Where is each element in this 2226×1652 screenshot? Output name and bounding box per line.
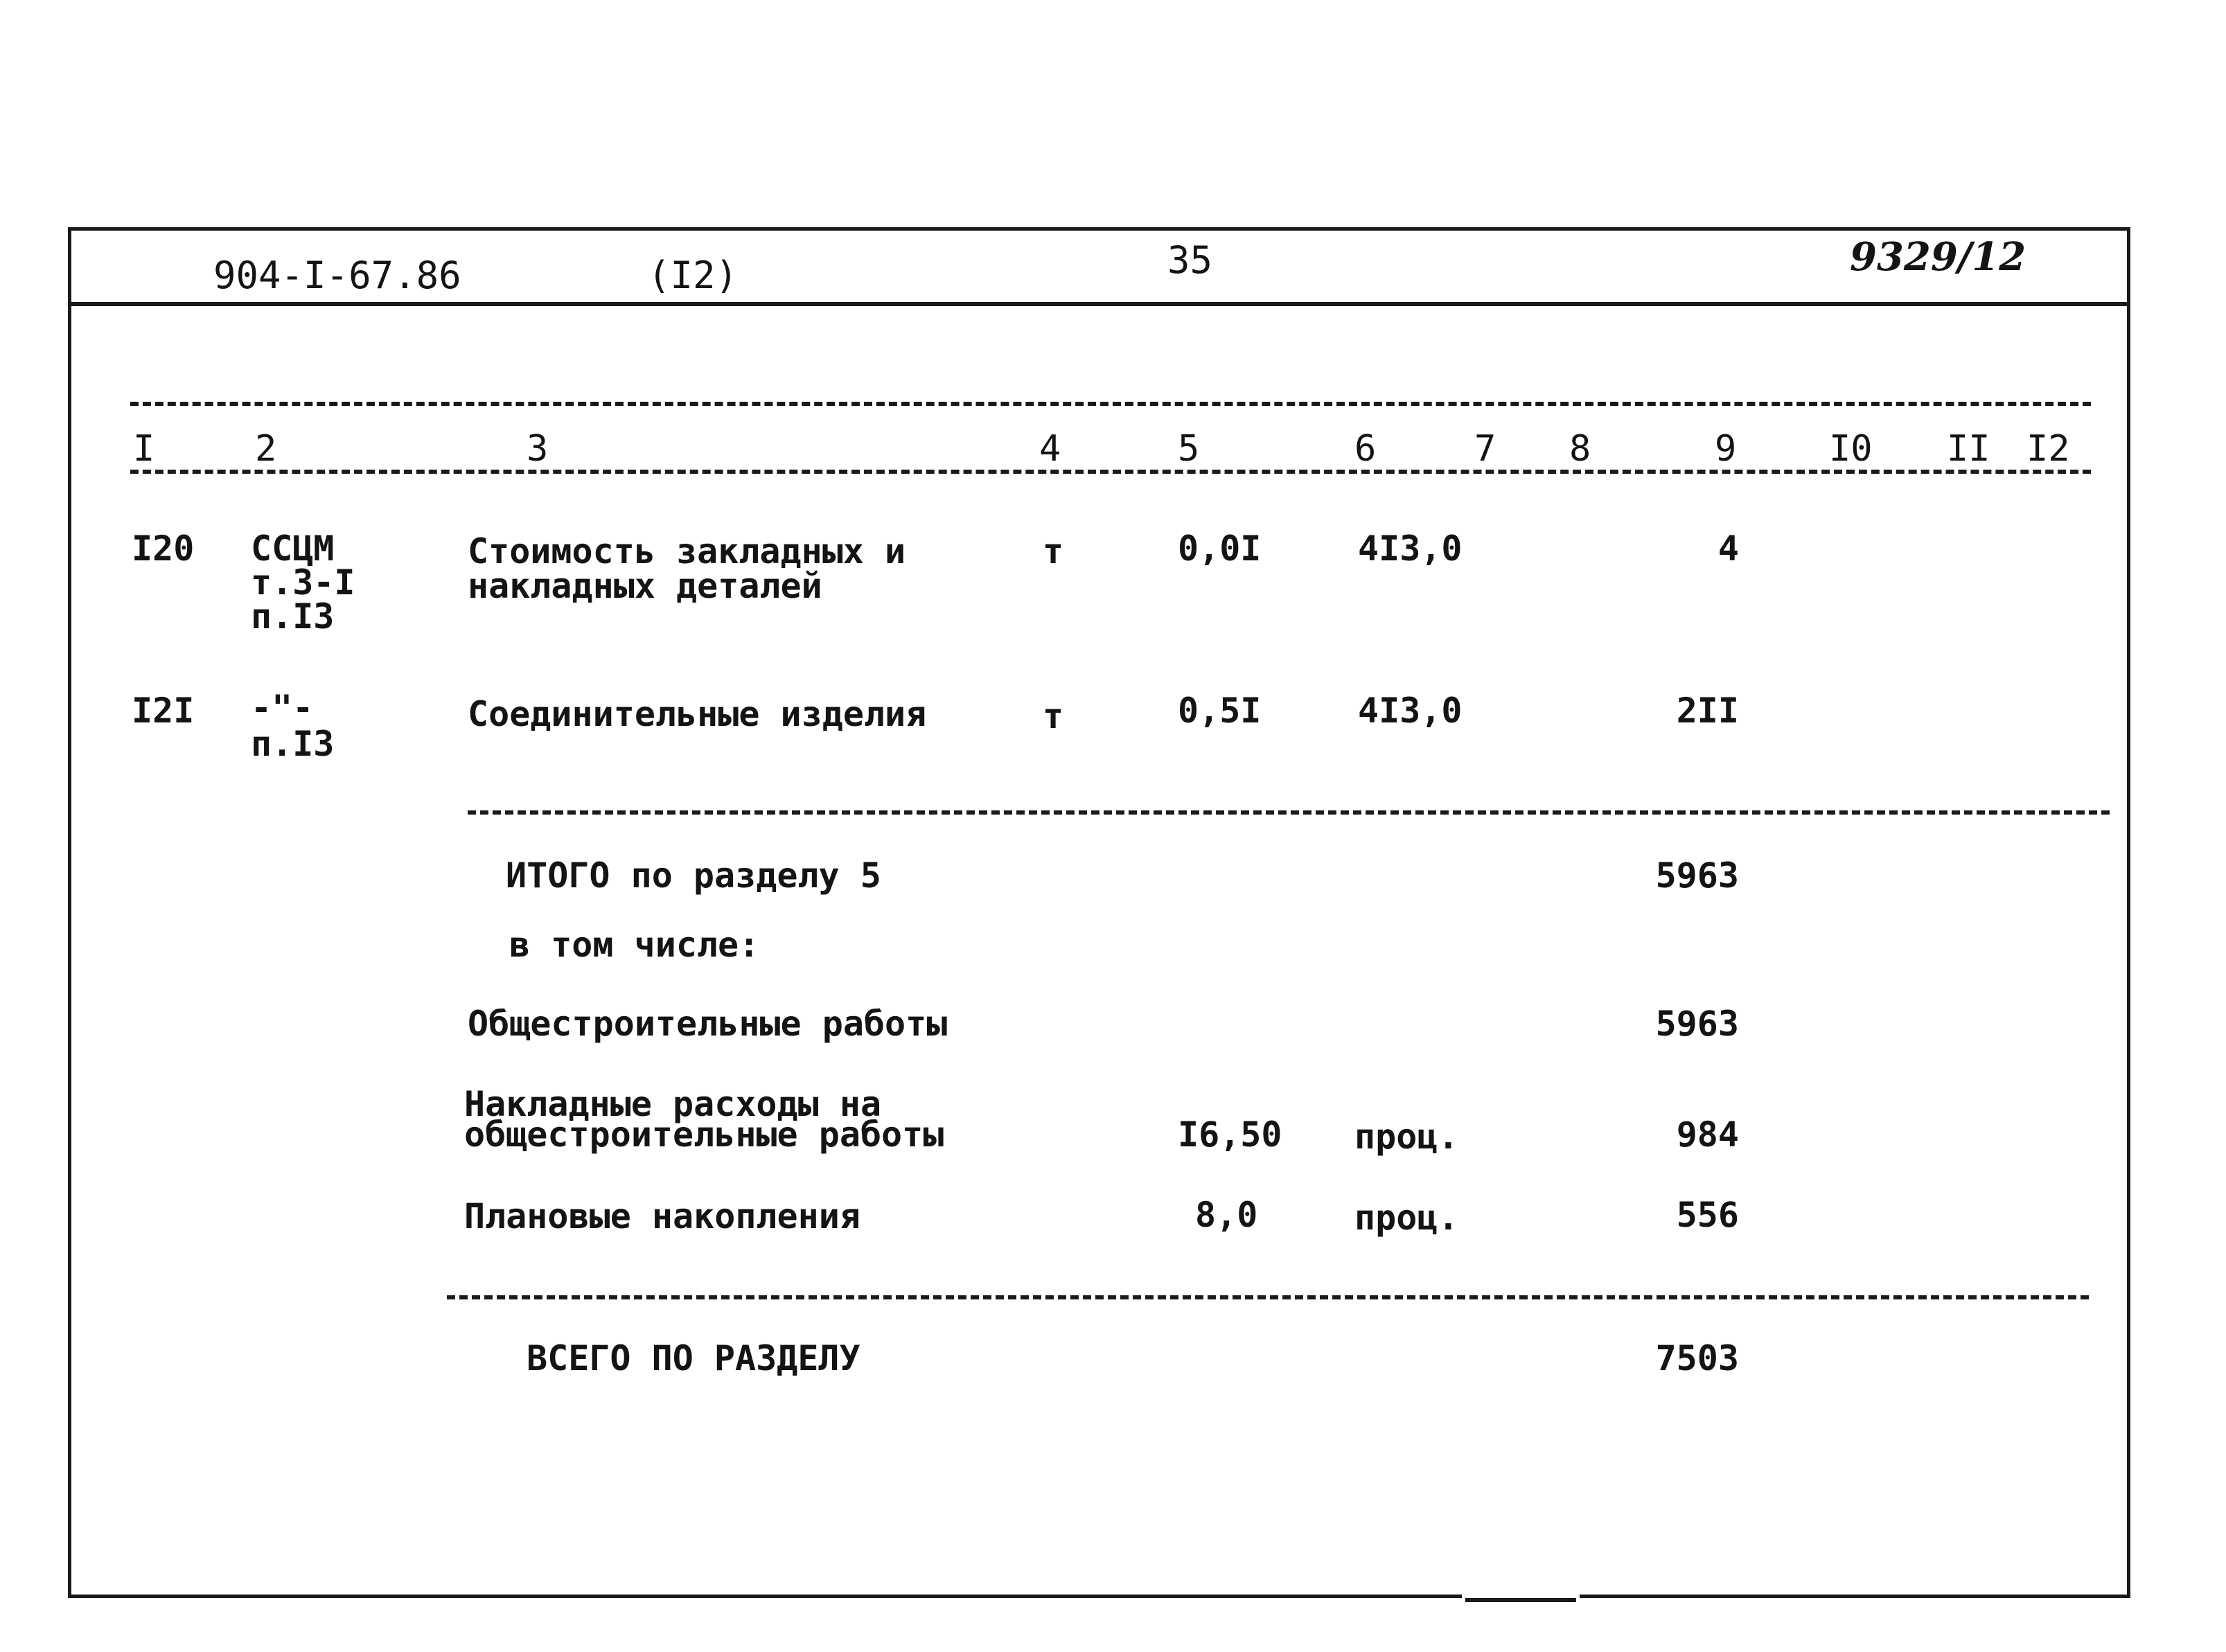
vsego-label: ВСЕГО ПО РАЗДЕЛУ (527, 1338, 860, 1378)
frame-segment (1465, 1598, 1576, 1602)
doc-code: 904-I-67.86 (213, 254, 461, 297)
inventory-number: 9329/12 (1850, 234, 2026, 280)
plan-value: 556 (1676, 1195, 1739, 1235)
unit-price: 4I3,0 (1358, 691, 1463, 731)
ref-line: т.3-I (251, 562, 355, 603)
nakl-label-line: общестроительные работы (464, 1114, 944, 1155)
nakl-rate: I6,50 (1178, 1114, 1282, 1155)
ref-line: п.I3 (251, 596, 335, 637)
column-number-3: 3 (527, 428, 549, 470)
column-number-2: 2 (255, 428, 277, 470)
obshch-value: 5963 (1655, 1004, 1739, 1044)
quantity: 0,5I (1178, 691, 1262, 731)
total-dashline (447, 1295, 2089, 1299)
obshch-label: Общестроительные работы (468, 1004, 948, 1044)
nakl-label-line: Накладные расходы на (464, 1084, 882, 1124)
ref-line: ССЦМ (251, 529, 335, 569)
column-number-8: 8 (1569, 428, 1591, 470)
row-number: I2I (132, 691, 195, 731)
ref-line: п.I3 (251, 724, 335, 764)
plan-label: Плановые накопления (464, 1196, 860, 1236)
nakl-value: 984 (1676, 1114, 1739, 1155)
column-number-12: I2 (2026, 428, 2070, 470)
vtom-label: в том числе: (509, 925, 760, 965)
column-number-4: 4 (1039, 428, 1061, 470)
plan-rate: 8,0 (1195, 1195, 1258, 1235)
total-cost: 4 (1717, 529, 1739, 569)
item-name-line: накладных деталей (468, 566, 822, 606)
column-number-9: 9 (1715, 428, 1737, 470)
unit: т (1043, 531, 1064, 571)
unit: т (1043, 696, 1064, 736)
document-frame (68, 227, 2130, 1598)
column-number-10: I0 (1829, 428, 1873, 470)
itogo-value: 5963 (1655, 855, 1739, 896)
column-number-1: I (133, 428, 155, 470)
summary-dashline (468, 810, 2110, 815)
column-header-dashline-top (130, 402, 2091, 406)
column-number-11: II (1947, 428, 1990, 470)
row-number: I20 (132, 529, 195, 569)
item-name-line: Стоимость закладных и (468, 531, 906, 571)
total-cost: 2II (1676, 691, 1739, 731)
item-name-line: Соединительные изделия (468, 694, 927, 734)
ref-line: -"- (251, 688, 314, 728)
column-number-7: 7 (1474, 428, 1496, 470)
header-divider (68, 302, 2130, 306)
part-number: (I2) (648, 254, 739, 297)
page-number: 35 (1167, 238, 1213, 282)
vsego-value: 7503 (1655, 1338, 1739, 1378)
column-header-dashline-bottom (130, 470, 2091, 474)
unit-price: 4I3,0 (1358, 529, 1463, 569)
plan-unit: проц. (1354, 1198, 1459, 1238)
column-number-6: 6 (1354, 428, 1377, 470)
nakl-unit: проц. (1354, 1117, 1459, 1157)
quantity: 0,0I (1178, 529, 1262, 569)
column-number-5: 5 (1178, 428, 1200, 470)
itogo-label: ИТОГО по разделу 5 (506, 855, 881, 896)
